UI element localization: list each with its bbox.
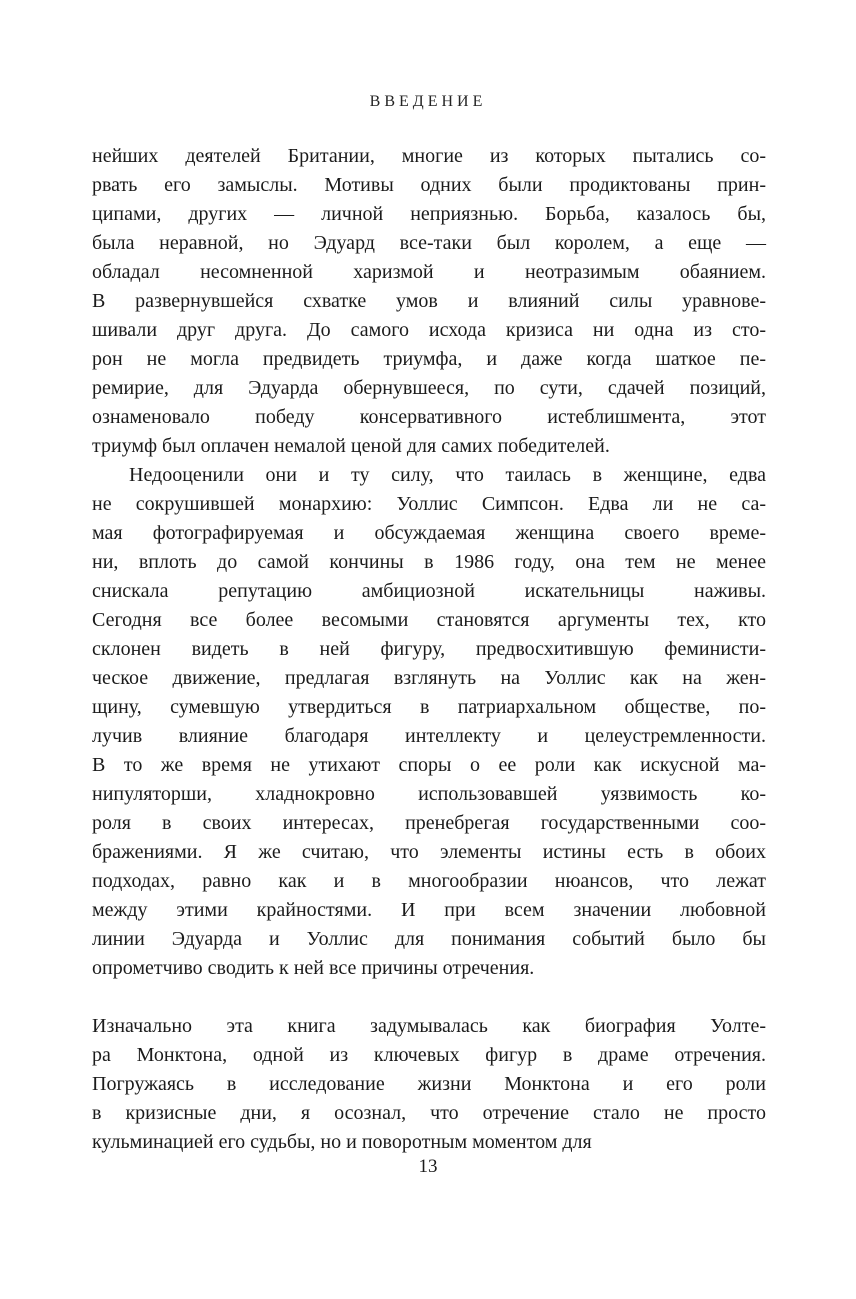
text-line: лучив влияние благодаря интеллекту и целеустремленности. [92,725,766,747]
text-line: не сокрушившей монархию: Уоллис Симпсон. Едва ли не са- [92,493,766,515]
text-line: была неравной, но Эдуард все-таки был королем, а еще — [92,232,766,254]
text-line: Сегодня все более весомыми становятся аргументы тех, кто [92,609,766,631]
text-line: обладал несомненной харизмой и неотразимым обаянием. [92,261,766,283]
running-header: ВВЕДЕНИЕ [369,93,487,110]
text-line: опрометчиво сводить к ней все причины отречения. [92,957,535,979]
text-line: В развернувшейся схватке умов и влияний силы уравнове- [92,290,766,312]
text-line: Недооценили они и ту силу, что таилась в женщине, едва [129,464,766,486]
body-text [92,142,766,1157]
text-line: ципами, других — личной неприязнью. Борьба, казалось бы, [92,203,766,225]
text-line: ремирие, для Эдуарда обернувшееся, по сути, сдачей позиций, [92,377,766,399]
text-line: кульминацией его судьбы, но и поворотным моментом для [92,1131,592,1153]
text-line: рвать его замыслы. Мотивы одних были продиктованы прин- [92,174,766,196]
text-line: роля в своих интересах, пренебрегая государственными соо- [92,812,766,834]
paragraph [92,1012,766,1157]
text-line: Изначально эта книга задумывалась как биография Уолте- [92,1015,766,1037]
text-line: триумф был оплачен немалой ценой для самих победителей. [92,435,610,457]
text-line: между этими крайностями. И при всем значении любовной [92,899,766,921]
text-line: рон не могла предвидеть триумфа, и даже когда шаткое пе- [92,348,766,370]
text-line: В то же время не утихают споры о ее роли как искусной ма- [92,754,766,776]
paragraph [92,461,766,983]
text-line: нейших деятелей Британии, многие из которых пытались со- [92,145,766,167]
text-line: ознаменовало победу консервативного истеблишмента, этот [92,406,766,428]
text-line: ни, вплоть до самой кончины в 1986 году, она тем не менее [92,551,766,573]
text-line: мая фотографируемая и обсуждаемая женщина своего време- [92,522,766,544]
text-line: подходах, равно как и в многообразии нюансов, что лежат [92,870,766,892]
text-line: бражениями. Я же считаю, что элементы истины есть в обоих [92,841,766,863]
text-line: склонен видеть в ней фигуру, предвосхитившую феминисти- [92,638,766,660]
page-number: 13 [418,1156,438,1177]
paragraph [92,142,766,461]
text-line: Погружаясь в исследование жизни Монктона и его роли [92,1073,766,1095]
text-line: снискала репутацию амбициозной искательницы наживы. [92,580,766,602]
text-line: ческое движение, предлагая взглянуть на Уоллис как на жен- [92,667,766,689]
text-line: нипуляторши, хладнокровно использовавшей уязвимость ко- [92,783,766,805]
text-line: в кризисные дни, я осознал, что отречение стало не просто [92,1102,766,1124]
text-line: линии Эдуарда и Уоллис для понимания событий было бы [92,928,766,950]
text-line: щину, сумевшую утвердиться в патриархальном обществе, по- [92,696,766,718]
text-line: шивали друг друга. До самого исхода кризиса ни одна из сто- [92,319,766,341]
text-line: ра Монктона, одной из ключевых фигур в драме отречения. [92,1044,766,1066]
